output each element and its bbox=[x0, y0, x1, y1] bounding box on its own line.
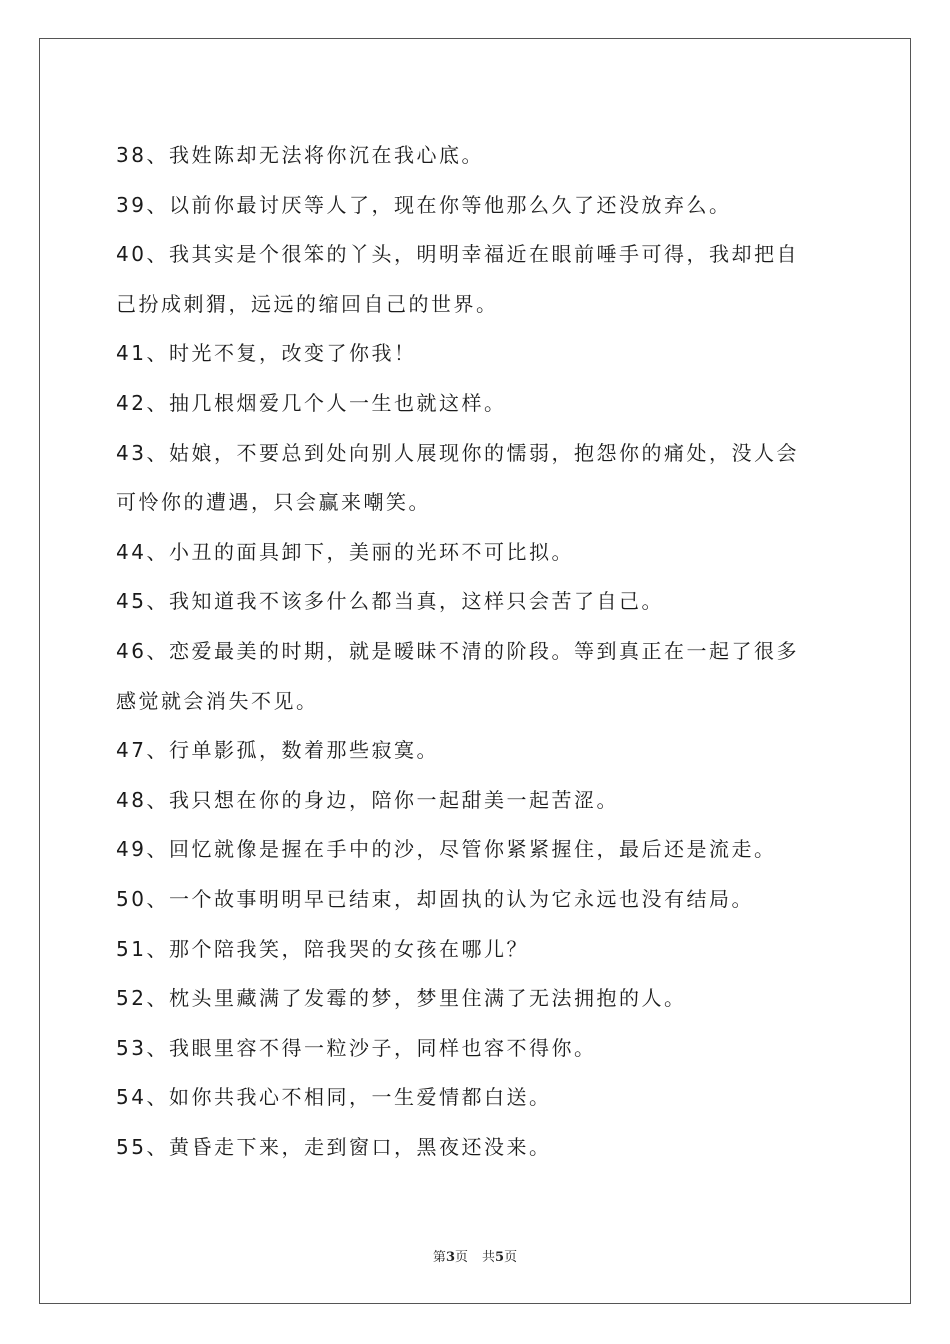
text-line: 55、黄昏走下来，走到窗口，黑夜还没来。 bbox=[116, 1134, 552, 1159]
text-line: 44、小丑的面具卸下，美丽的光环不可比拟。 bbox=[116, 539, 574, 564]
text-line: 54、如你共我心不相同，一生爱情都白送。 bbox=[116, 1085, 552, 1110]
text-line: 43、姑娘，不要总到处向别人展现你的懦弱，抱怨你的痛处，没人会 bbox=[116, 440, 799, 465]
total-suffix: 页 bbox=[504, 1250, 518, 1265]
text-line: 52、枕头里藏满了发霉的梦，梦里住满了无法拥抱的人。 bbox=[116, 986, 687, 1011]
page-prefix: 第 bbox=[432, 1250, 446, 1265]
text-line: 47、行单影孤，数着那些寂寞。 bbox=[116, 738, 439, 763]
text-line: 45、我知道我不该多什么都当真，这样只会苦了自己。 bbox=[116, 589, 664, 614]
text-line: 可怜你的遭遇，只会赢来嘲笑。 bbox=[116, 490, 431, 515]
text-line: 46、恋爱最美的时期，就是暧昧不清的阶段。等到真正在一起了很多 bbox=[116, 638, 799, 663]
text-line: 48、我只想在你的身边，陪你一起甜美一起苦涩。 bbox=[116, 787, 619, 812]
text-line: 感觉就会消失不见。 bbox=[116, 688, 319, 713]
page-current: 3 bbox=[445, 1250, 455, 1265]
text-line: 42、抽几根烟爱几个人一生也就这样。 bbox=[116, 390, 507, 415]
text-line: 38、我姓陈却无法将你沉在我心底。 bbox=[116, 143, 484, 167]
text-line: 41、时光不复，改变了你我！ bbox=[116, 341, 417, 366]
text-line: 40、我其实是个很笨的丫头，明明幸福近在眼前唾手可得，我却把自 bbox=[116, 242, 799, 267]
total-prefix: 共 bbox=[482, 1250, 496, 1265]
page-footer bbox=[0, 1246, 950, 1265]
text-line: 己扮成刺猬，远远的缩回自己的世界。 bbox=[116, 291, 499, 316]
text-line: 53、我眼里容不得一粒沙子，同样也容不得你。 bbox=[116, 1035, 597, 1060]
text-line: 49、回忆就像是握在手中的沙，尽管你紧紧握住，最后还是流走。 bbox=[116, 837, 777, 862]
page-suffix: 页 bbox=[454, 1250, 468, 1265]
page-total: 5 bbox=[495, 1250, 505, 1265]
text-line: 39、以前你最讨厌等人了，现在你等他那么久了还没放弃么。 bbox=[116, 192, 732, 217]
document-body bbox=[116, 131, 840, 1172]
text-line: 51、那个陪我笑，陪我哭的女孩在哪儿？ bbox=[116, 936, 529, 961]
text-line: 50、一个故事明明早已结束，却固执的认为它永远也没有结局。 bbox=[116, 886, 754, 911]
